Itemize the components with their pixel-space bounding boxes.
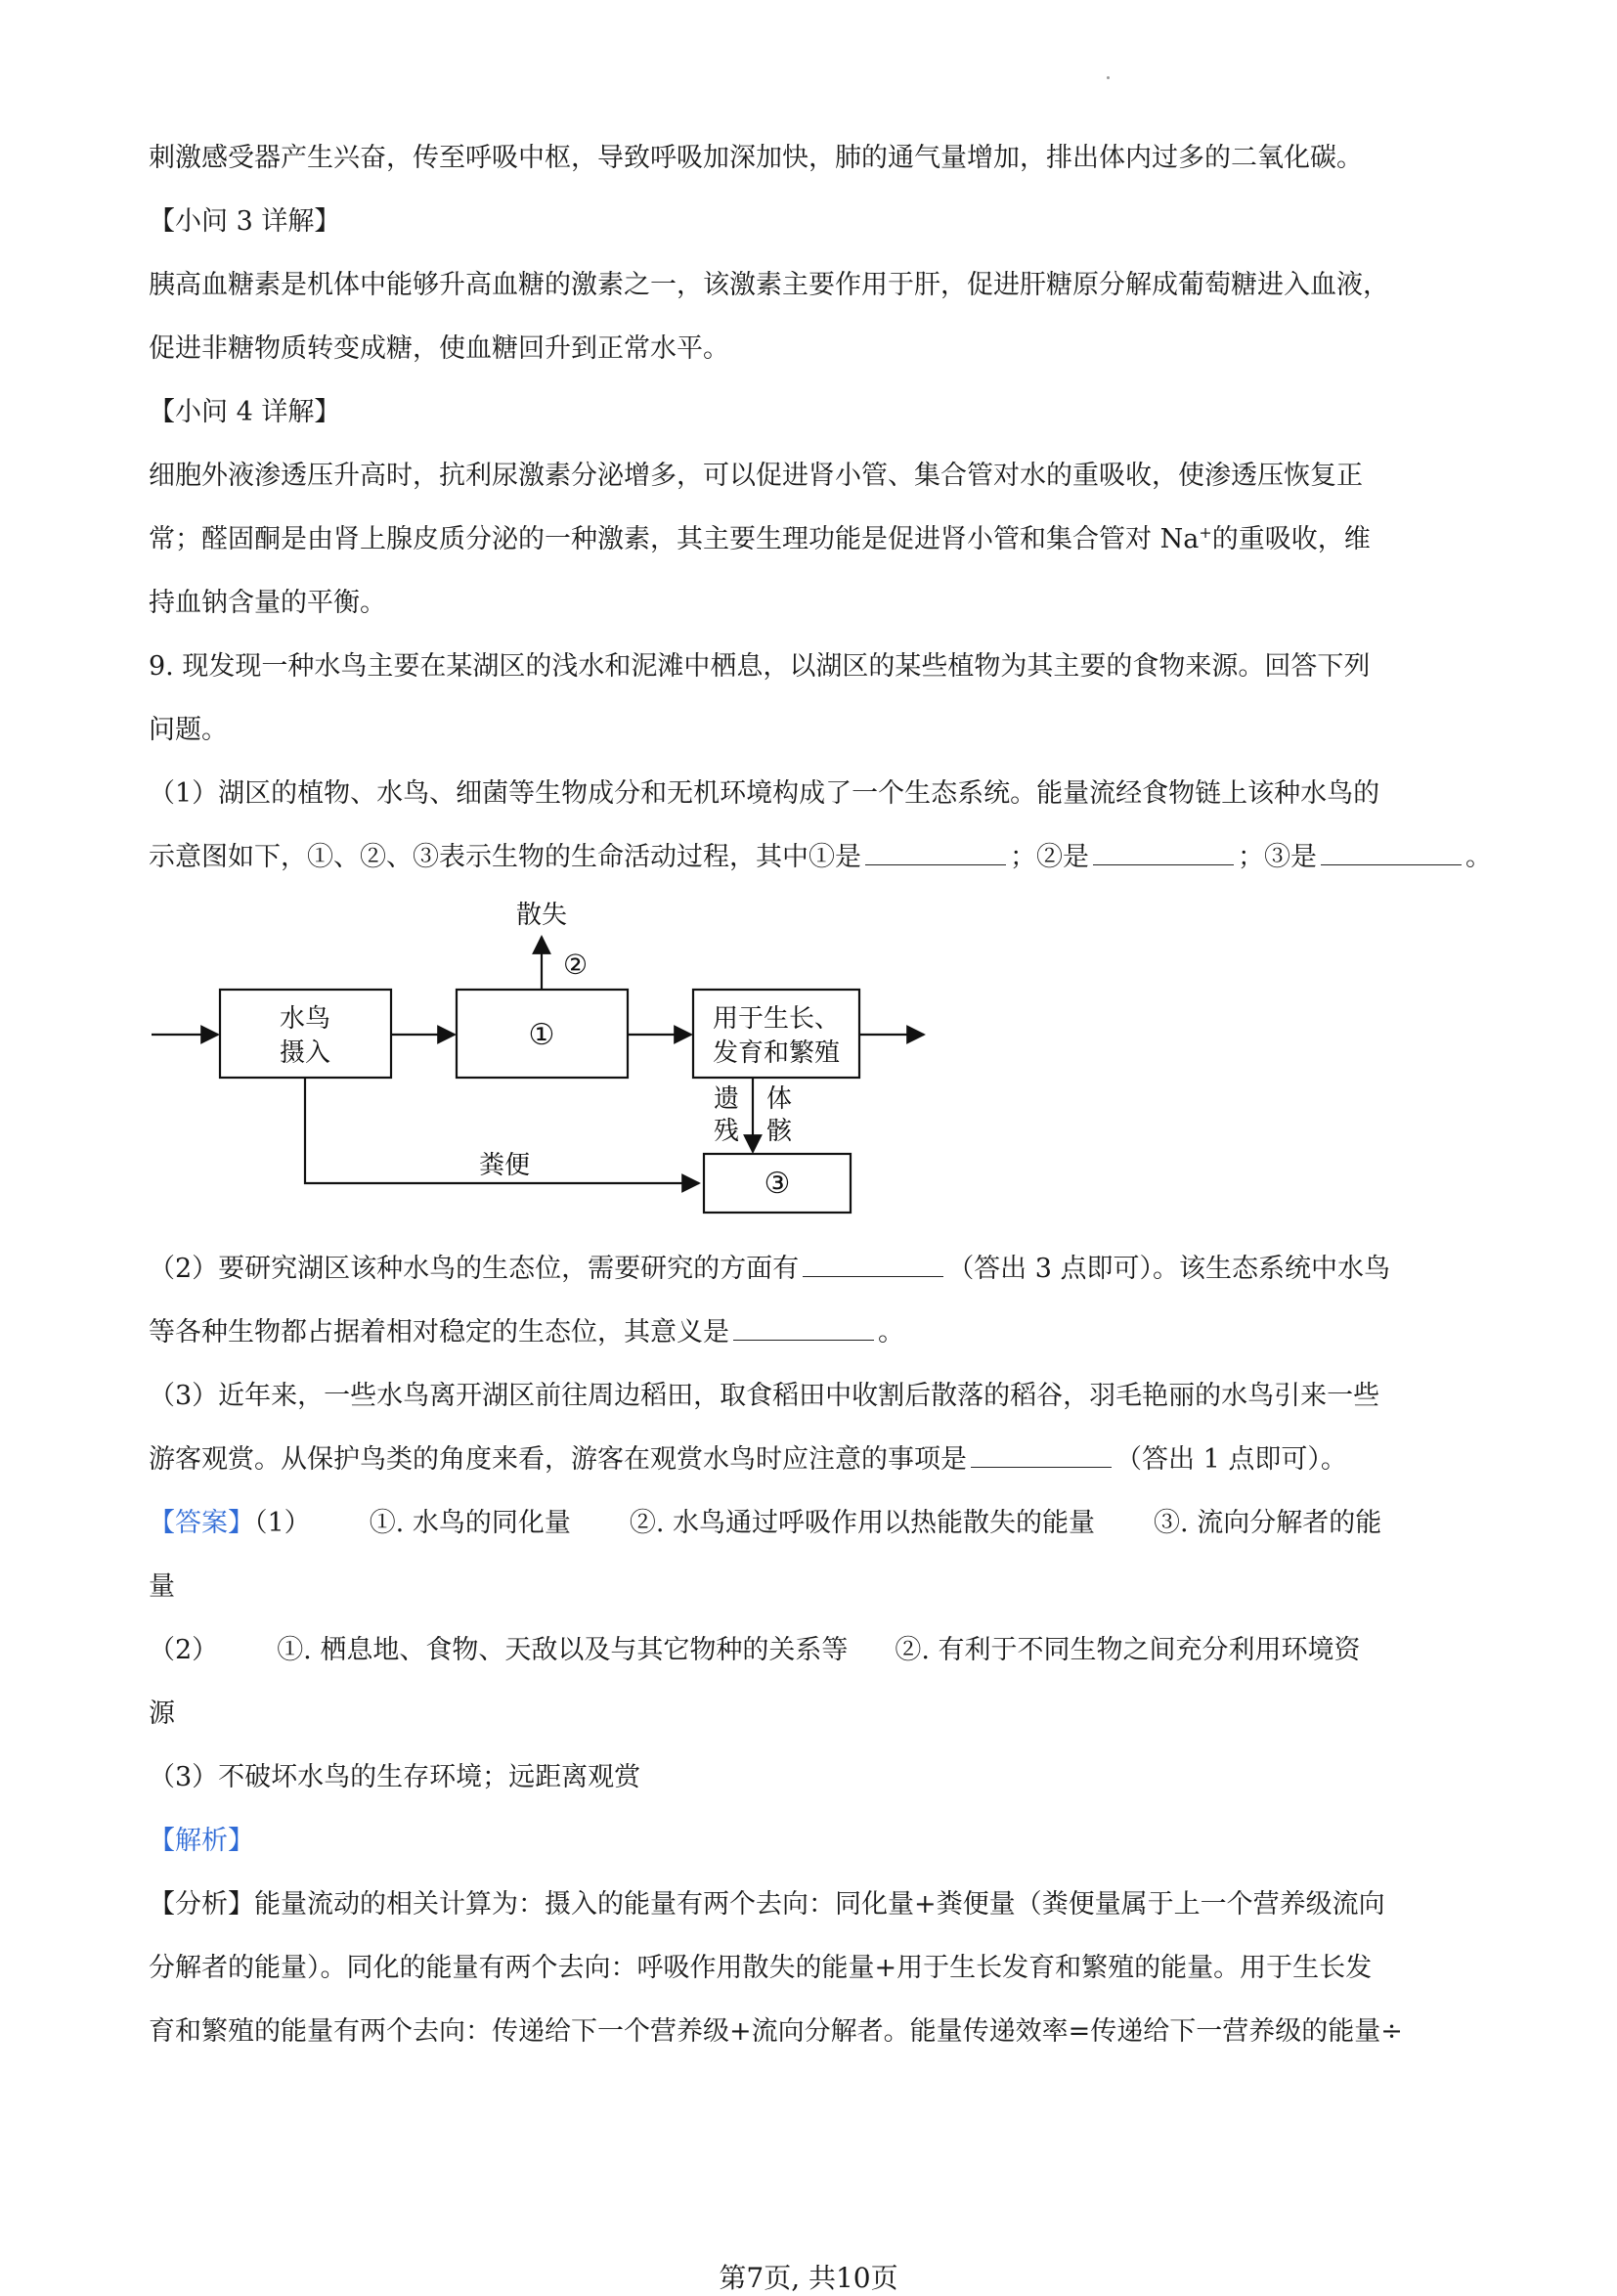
text-span: ①. 栖息地、食物、天敌以及与其它物种的关系等 [277, 1635, 849, 1665]
text-span: （2） [149, 1635, 219, 1665]
box-growth-label-1: 用于生长、 [712, 1004, 841, 1034]
box-decomposer-label: ③ [764, 1167, 791, 1201]
text-line: 分解者的能量）。同化的能量有两个去向：呼吸作用散失的能量+用于生长发育和繁殖的能量。用于生长发 [149, 1953, 1373, 1983]
text-span: （1） [254, 1508, 311, 1538]
text-line: 持血钠含量的平衡。 [149, 588, 386, 618]
answer-blank [971, 1441, 1112, 1468]
text-line: 源 [149, 1699, 175, 1729]
corner-dot [1107, 76, 1110, 79]
text-line: （1）湖区的植物、水鸟、细菌等生物成分和无机环境构成了一个生态系统。能量流经食物链上该种水鸟的 [149, 778, 1380, 809]
text-span: 示意图如下，①、②、③表示生物的生命活动过程，其中①是 [149, 842, 861, 872]
text-line: 细胞外液渗透压升高时，抗利尿激素分泌增多，可以促进肾小管、集合管对水的重吸收，使渗透压恢复正 [149, 461, 1363, 491]
text-span: （答出 3 点即可）。该生态系统中水鸟 [947, 1254, 1391, 1284]
label-body-2: 骸 [766, 1117, 793, 1146]
text-line: 问题。 [149, 715, 228, 745]
text-line: 刺激感受器产生兴奋，传至呼吸中枢，导致呼吸加深加快，肺的通气量增加，排出体内过多的二氧化碳。 [149, 143, 1363, 173]
text-line [149, 1313, 904, 1352]
answer-blank [1093, 839, 1234, 865]
text-span: （答出 1 点即可）。 [1115, 1444, 1347, 1475]
text-line: 育和繁殖的能量有两个去向：传递给下一个营养级+流向分解者。能量传递效率=传递给下一营养级的能量÷ [149, 2016, 1403, 2047]
text-line [149, 838, 1492, 877]
text-span: ②. 水鸟通过呼吸作用以热能散失的能量 [629, 1508, 1096, 1538]
text-span: 常；醛固酮是由肾上腺皮质分泌的一种激素，其主要生理功能是促进肾小管和集合管对 Na [149, 524, 1200, 554]
text-line [149, 1250, 1390, 1289]
box-assimilation-label: ① [528, 1018, 555, 1052]
answer-blank [1321, 839, 1462, 865]
energy-flow-svg [137, 890, 939, 1232]
text-span: 等各种生物都占据着相对稳定的生态位，其意义是 [149, 1317, 729, 1347]
label-feces: 粪便 [478, 1151, 531, 1180]
text-span: ；③是 [1238, 842, 1317, 872]
question-9: 9. 现发现一种水鸟主要在某湖区的浅水和泥滩中栖息，以湖区的某些植物为其主要的食物来源。回答下列 [149, 651, 1371, 682]
text-span: ；②是 [1010, 842, 1089, 872]
text-span: ③. 流向分解者的能 [1154, 1508, 1382, 1538]
text-span: 游客观赏。从保护鸟类的角度来看，游客在观赏水鸟时应注意的事项是 [149, 1444, 967, 1475]
text-line: 量 [149, 1571, 175, 1602]
label-remains-1: 遗 [713, 1084, 739, 1114]
label-loss: 散失 [515, 901, 568, 930]
answer-line-3: （3）不破坏水鸟的生存环境；远距离观赏 [149, 1762, 641, 1792]
answer-blank [865, 839, 1006, 865]
label-remains-2: 残 [713, 1117, 739, 1146]
text-span: 。 [1465, 842, 1492, 872]
answer-line-1 [149, 1504, 1381, 1543]
text-span: 的重吸收，维 [1211, 524, 1371, 554]
answer-blank [803, 1251, 943, 1277]
text-span: ②. 有利于不同生物之间充分利用环境资 [895, 1635, 1361, 1665]
text-line [149, 520, 1371, 559]
text-line: 胰高血糖素是机体中能够升高血糖的激素之一，该激素主要作用于肝，促进肝糖原分解成葡萄糖进入血液， [149, 270, 1389, 300]
box-intake-label-2: 摄入 [279, 1038, 331, 1068]
text-line [149, 1440, 1347, 1479]
label-process-2: ② [563, 949, 589, 981]
box-intake-label-1: 水鸟 [279, 1004, 331, 1034]
box-growth-label-2: 发育和繁殖 [712, 1038, 841, 1068]
answer-blank [733, 1314, 874, 1341]
text-line: （3）近年来，一些水鸟离开湖区前往周边稻田，取食稻田中收割后散落的稻谷，羽毛艳丽的水鸟引来一些 [149, 1381, 1380, 1411]
answer-line-2 [149, 1631, 1361, 1670]
analysis-label: 【解析】 [149, 1826, 254, 1856]
text-span: 。 [878, 1317, 904, 1347]
superscript: + [1199, 523, 1212, 542]
text-line: 促进非糖物质转变成糖，使血糖回升到正常水平。 [149, 333, 729, 364]
energy-flow-diagram [137, 890, 939, 1232]
page-footer: 第7页, 共10页 [719, 2262, 898, 2294]
answer-label: 【答案】 [149, 1508, 254, 1538]
section-header-q4: 【小问 4 详解】 [149, 397, 341, 427]
text-span: （2）要研究湖区该种水鸟的生态位，需要研究的方面有 [149, 1254, 800, 1284]
section-header-q3: 【小问 3 详解】 [149, 206, 341, 237]
text-line: 【分析】能量流动的相关计算为：摄入的能量有两个去向：同化量+粪便量（粪便量属于上一个营养级流向 [149, 1889, 1385, 1920]
text-span: ①. 水鸟的同化量 [369, 1508, 571, 1538]
label-body-1: 体 [766, 1084, 793, 1114]
